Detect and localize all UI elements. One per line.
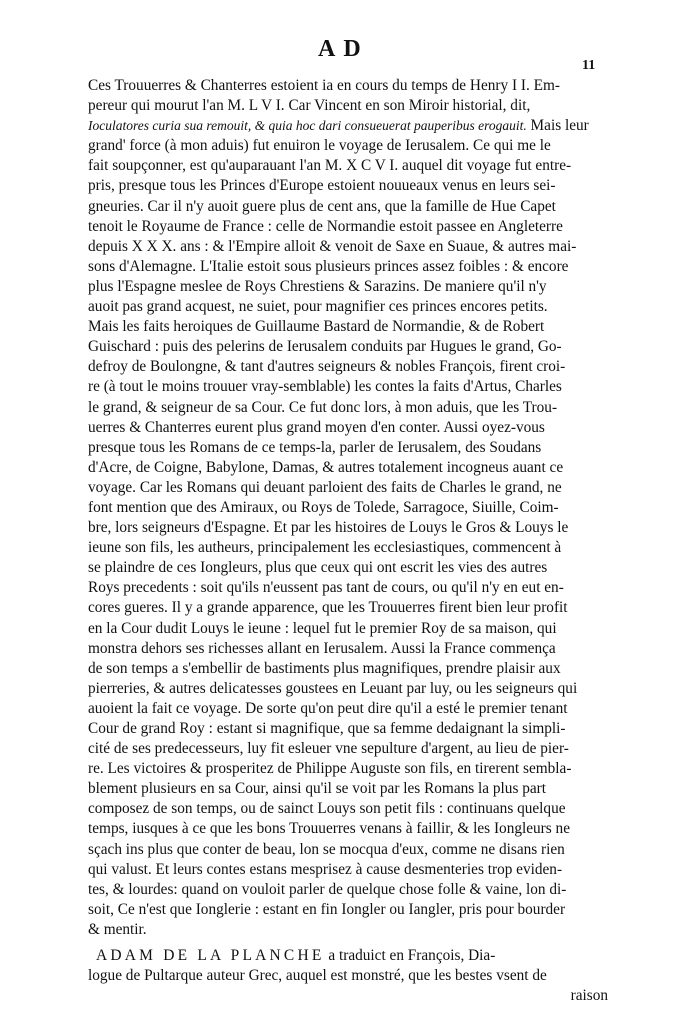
text-line: fait soupçonner, est qu'auparauant l'an M. X C V I. auquel dit voyage fut entre-: [88, 157, 572, 175]
text-line: font mention que des Amiraux, ou Roys de Tolede, Sarragoce, Siuille, Coim-: [88, 498, 559, 516]
text-line: depuis X X X. ans : & l'Empire alloit & venoit de Saxe en Suaue, & autres mai-: [88, 237, 577, 255]
text-line: ieune son fils, les autheurs, principalement les ecclesiastiques, commencent à: [88, 539, 562, 557]
text-line: Ces Trouuerres & Chanterres estoient ia en cours du temps de Henry I I. Em-: [88, 77, 560, 94]
text-line: auoit pas grand acquest, ne suiet, pour magnifier ces princes encores petits.: [88, 298, 548, 316]
text-line: presque tous les Romans de ce temps-la, parler de Ierusalem, des Soudans: [88, 438, 542, 456]
text-line: Cour de grand Roy : estant si magnifique, que sa femme dedaignant la simpli-: [88, 720, 566, 737]
text-line: soit, Ce n'est que Ionglerie : estant en fin Iongler ou Iangler, pris pour bourder: [88, 900, 566, 918]
text-line: auoient la fait ce voyage. De sorte qu'on peut dire qu'il a esté le premier tenant: [88, 699, 568, 717]
text-line: cores gueres. Il y a grande apparence, que les Trouuerres firent bien leur profit: [88, 599, 568, 617]
page-number: 11: [582, 58, 596, 73]
entry-text: a traduict en François, Dia-: [328, 947, 496, 965]
text-line: pierreries, & autres delicatesses goustees en Leuant par luy, ou les seigneurs qui: [88, 679, 578, 697]
running-head: AD: [318, 36, 369, 62]
text-line: de son temps a s'embellir de bastiments plus magnifiques, prendre plaisir aux: [88, 659, 561, 677]
text-line: d'Acre, de Coigne, Babylone, Damas, & autres totalement incogneus auant ce: [88, 458, 564, 476]
text-line: tes, & lourdes: quand on vouloit parler de quelque chose folle & vaine, lon di-: [88, 880, 567, 898]
body-text: [88, 76, 618, 1006]
entry-headline: [88, 946, 618, 966]
text-line: en la Cour dudit Louys le ieune : lequel fut le premier Roy de sa maison, qui: [88, 619, 557, 637]
catchword: raison: [570, 987, 608, 1005]
text-line-quote: [88, 116, 618, 136]
text-line: bre, lors seigneurs d'Espagne. Et par les histoires de Louys le Gros & Louys le: [88, 519, 569, 537]
quote-tail: Mais leur: [530, 117, 589, 135]
text-line: le grand, & seigneur de sa Cour. Ce fut donc lors, à mon aduis, que les Trou-: [88, 398, 558, 416]
text-line: Guischard : puis des pelerins de Ierusalem conduits par Hugues le grand, Go-: [88, 338, 562, 356]
latin-quote: Ioculatores curia sua remouit, & quia hoc dari consueuerat pauperibus erogauit.: [88, 118, 527, 134]
text-line: logue de Pultarque auteur Grec, auquel est monstré, que les bestes vsent de: [88, 967, 547, 985]
text-line: Roys precedents : soit qu'ils n'eussent pas tant de cours, ou qu'il n'y en eut en-: [88, 579, 564, 597]
text-line: qui valust. Et leurs contes estans mesprisez à cause desmenteries trop eviden-: [88, 860, 563, 878]
text-line: gneuries. Car il n'y auoit guere plus de cent ans, que la famille de Hue Capet: [88, 197, 556, 215]
text-line: tenoit le Royaume de France : celle de Normandie estoit passee en Angleterre: [88, 217, 563, 235]
text-line: & mentir.: [88, 920, 147, 938]
text-line: sçach ins plus que conter de beau, lon se mocqua d'eux, comme ne disans rien: [88, 840, 565, 858]
text-line: blement plusieurs en sa Cour, ainsi qu'il se voit par les Romans la plus part: [88, 780, 547, 798]
text-line: uerres & Chanterres eurent plus grand moyen d'en conter. Aussi oyez-vous: [88, 418, 545, 436]
text-line: composez de son temps, ou de sainct Louys son petit fils : continuans quelque: [88, 800, 566, 818]
text-line: temps, iusques à ce que les bons Trouuerres venans à faillir, & les Iongleurs ne: [88, 820, 570, 838]
text-line: grand' force (à mon aduis) fut enuiron le voyage de Ierusalem. Ce qui me le: [88, 137, 551, 155]
text-line: Mais les faits heroiques de Guillaume Bastard de Normandie, & de Robert: [88, 318, 545, 336]
text-line: re (à tout le moins trouuer vray-semblable) les contes la faits d'Artus, Charles: [88, 378, 562, 396]
text-line: pris, presque tous les Princes d'Europe estoient nouueaux venus en leurs sei-: [88, 177, 556, 195]
text-line: defroy de Boulongne, & tant d'autres seigneurs & nobles François, firent croi-: [88, 358, 566, 376]
text-line: re. Les victoires & prosperitez de Philippe Auguste son fils, en tirerent sembla-: [88, 760, 572, 778]
text-line: pereur qui mourut l'an M. L V I. Car Vincent en son Miroir historial, dit,: [88, 97, 531, 115]
text-line: sons d'Alemagne. L'Italie estoit sous plusieurs princes assez foibles : & encore: [88, 257, 569, 275]
text-line: se plaindre de ces Iongleurs, plus que ceux qui ont escrit les vies des autres: [88, 559, 548, 577]
entry-headword: ADAM DE LA PLANCHE: [96, 947, 325, 965]
text-line: voyage. Car les Romans qui deuant parloient des faits de Charles le grand, ne: [88, 478, 562, 496]
text-line: plus l'Espagne meslee de Roys Chrestiens & Sarazins. De maniere qu'il n'y: [88, 277, 547, 295]
text-line: monstra dehors ses richesses allant en Ierusalem. Aussi la France commença: [88, 639, 556, 657]
text-line: cité de ses predecesseurs, luy fit esleuer vne sepulture d'argent, au lieu de pier-: [88, 740, 569, 758]
